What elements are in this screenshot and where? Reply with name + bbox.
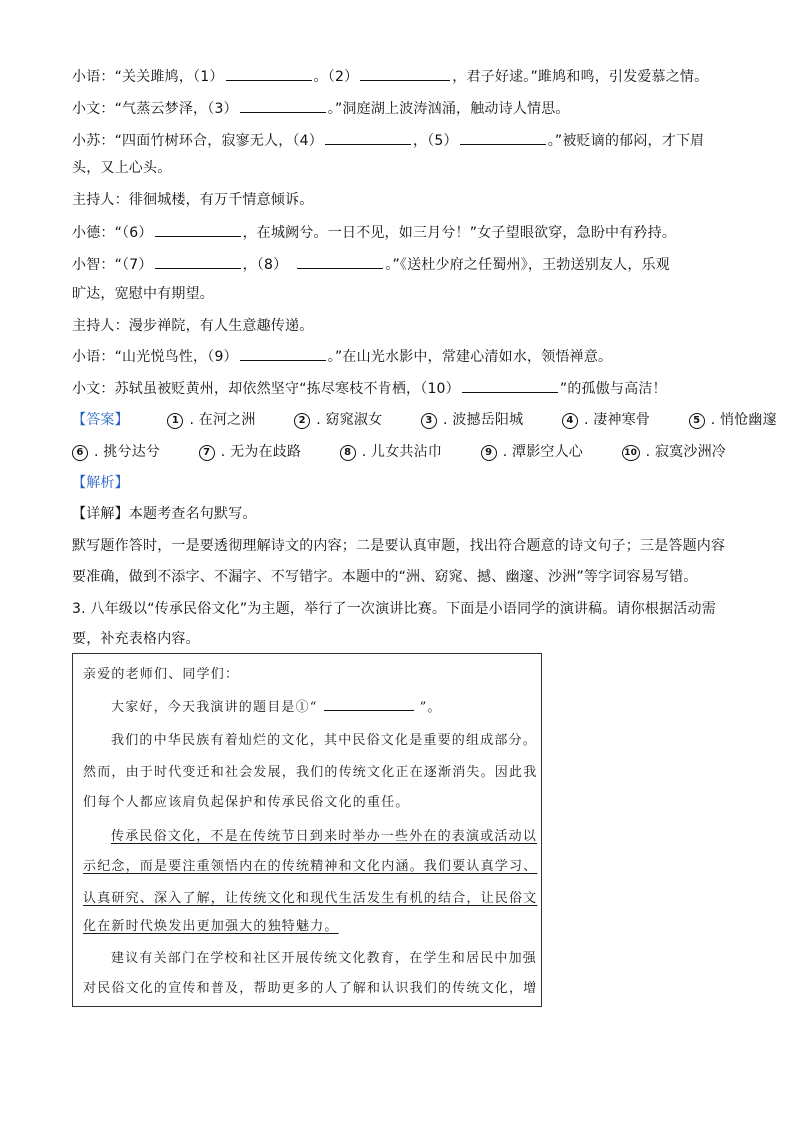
- text: 旷达，宽慰中有期望。: [72, 286, 214, 302]
- poem-line-1: [72, 66, 708, 87]
- detail-text: 本题考查名句默写。: [128, 506, 257, 522]
- answer-text: . 儿女共沾巾: [361, 444, 443, 460]
- speech-p2-line-1: 传承民俗文化，不是在传统节日到来时举办一些外在的表演或活动以: [111, 829, 538, 844]
- answer-text: . 在河之洲: [189, 412, 256, 428]
- poem-line-3: [72, 130, 704, 151]
- answer-text: . 窈窕淑女: [316, 412, 383, 428]
- blank-6[interactable]: [155, 222, 241, 237]
- text: 。”《送杜少府之任蜀州》，王勃送别友人，乐观: [385, 257, 670, 273]
- speech-p3-line-1: 建议有关部门在学校和社区开展传统文化教育，在学生和居民中加强: [111, 951, 538, 966]
- poem-line-6: [72, 222, 676, 243]
- text: 大家好，今天我演讲的题目是①“: [111, 700, 318, 715]
- circled-number: 3: [421, 413, 437, 429]
- text: 默写题作答时，一是要透彻理解诗文的内容；二是要认真审题，找出符合题意的诗文句子；三是答题内容: [72, 538, 726, 554]
- answer-item: [689, 410, 777, 430]
- circled-number: 8: [340, 445, 356, 461]
- text: 3. 八年级以“传承民俗文化”为主题，举行了一次演讲比赛。下面是小语同学的演讲稿。请你根据活动需: [72, 601, 716, 617]
- question-3-line-1: [72, 599, 716, 619]
- blank-10[interactable]: [462, 378, 558, 393]
- text: 小语：“山光悦鸟性，（9）: [72, 349, 238, 365]
- host-line-1: [72, 190, 313, 210]
- host-line-2: [72, 316, 313, 336]
- answer-label: 【答案】: [72, 412, 129, 428]
- blank-1[interactable]: [226, 66, 312, 81]
- speech-p1-line-1: 我们的中华民族有着灿烂的文化，其中民俗文化是重要的组成部分。: [111, 733, 538, 748]
- answer-item: [340, 442, 442, 462]
- poem-line-4: [72, 158, 171, 178]
- answer-item: [167, 410, 255, 430]
- text: 小德：“（6）: [72, 225, 153, 241]
- text: 主持人：徘徊城楼，有万千情意倾诉。: [72, 192, 314, 208]
- text: 小苏：“四面竹树环合，寂寥无人，（4）: [72, 133, 323, 149]
- detail-label: 【详解】: [72, 506, 129, 522]
- circled-number: 2: [294, 413, 310, 429]
- text: 小文：“气蒸云梦泽，（3）: [72, 101, 238, 117]
- speech-p1-line-2: 然而，由于时代变迁和社会发展，我们的传统文化正在逐渐消失。因此我: [83, 765, 538, 780]
- text: 。”被贬谪的郁闷，才下眉: [547, 133, 705, 149]
- blank-9[interactable]: [240, 346, 326, 361]
- analysis-label-line: [72, 473, 129, 493]
- answer-text: . 寂寞沙洲冷: [645, 444, 726, 460]
- answer-row-2: [72, 442, 726, 462]
- speech-p2-line-2: 示纪念，而是要注重领悟内在的传统精神和文化内涵。我们要认真学习、: [83, 859, 538, 874]
- circled-number: 7: [199, 445, 215, 461]
- text: ，君子好逑。”雎鸠和鸣，引发爱慕之情。: [452, 69, 709, 85]
- answer-item: [622, 442, 726, 462]
- blank-4[interactable]: [325, 130, 411, 145]
- title-blank[interactable]: [324, 698, 414, 711]
- circled-number: 10: [622, 445, 640, 461]
- answer-item: [421, 410, 523, 430]
- text: 主持人：漫步禅院，有人生意趣传递。: [72, 318, 314, 334]
- analysis-paragraph-line-2: [72, 567, 698, 587]
- answer-item: [199, 442, 301, 462]
- text: 小语：“关关雎鸠，（1）: [72, 69, 224, 85]
- circled-number: 4: [562, 413, 578, 429]
- speech-greeting: 亲爱的老师们、同学们：: [83, 667, 240, 682]
- speech-p2-line-3: 认真研究、深入了解，让传统文化和现代生活发生有机的结合，让民俗文: [83, 891, 538, 906]
- text: 要，补充表格内容。: [72, 631, 200, 647]
- circled-number: 5: [689, 413, 705, 429]
- blank-8[interactable]: [297, 254, 383, 269]
- text: 小智：“（7）: [72, 257, 153, 273]
- text: 要准确，做到不添字、不漏字、不写错字。本题中的“洲、窈窕、撼、幽邃、沙洲”等字词容易写错。: [72, 569, 698, 585]
- answer-row-1: [72, 410, 777, 430]
- blank-5[interactable]: [460, 130, 546, 145]
- answer-text: . 凄神寒骨: [583, 412, 651, 428]
- poem-line-8: [72, 284, 214, 304]
- answer-item: [562, 410, 650, 430]
- speech-intro: [111, 698, 442, 717]
- poem-line-11: [72, 378, 667, 399]
- detail-line: [72, 504, 257, 524]
- answer-item: [294, 410, 382, 430]
- text: 小文：苏轼虽被贬黄州，却依然坚守“拣尽寒枝不肯栖，（10）: [72, 381, 460, 397]
- poem-line-2: [72, 98, 570, 119]
- answer-item: [481, 442, 583, 462]
- circled-number: 9: [481, 445, 497, 461]
- text: ”。: [419, 700, 442, 715]
- answer-text: . 无为在歧路: [220, 444, 302, 460]
- analysis-paragraph-line-1: [72, 536, 725, 556]
- text: 。”洞庭湖上波涛汹涌，触动诗人情思。: [327, 101, 570, 117]
- poem-line-10: [72, 346, 612, 367]
- poem-line-7: [72, 254, 670, 275]
- blank-3[interactable]: [240, 98, 326, 113]
- analysis-label: 【解析】: [72, 475, 129, 491]
- question-3-line-2: [72, 629, 200, 649]
- answer-text: . 潭影空人心: [502, 444, 584, 460]
- speech-p1-line-3: 们每个人都应该肩负起保护和传承民俗文化的重任。: [83, 795, 410, 810]
- blank-2[interactable]: [360, 66, 450, 81]
- answer-item: [72, 442, 160, 462]
- blank-7[interactable]: [155, 254, 241, 269]
- text: 。”在山光水影中，常建心清如水，领悟禅意。: [327, 349, 613, 365]
- text: 。（2）: [313, 69, 359, 85]
- text: ，在城阙兮。一日不见，如三月兮！”女子望眼欲穿，急盼中有矜持。: [242, 225, 677, 241]
- text: ，（8）: [242, 257, 288, 273]
- speech-p2-line-4: 化在新时代焕发出更加强大的独特魅力。: [83, 919, 339, 934]
- answer-text: . 悄怆幽邃: [710, 412, 777, 428]
- circled-number: 6: [72, 445, 88, 461]
- answer-text: . 挑兮达兮: [94, 444, 161, 460]
- speech-p3-line-2: 对民俗文化的宣传和普及，帮助更多的人了解和认识我们的传统文化，增: [83, 981, 538, 996]
- circled-number: 1: [167, 413, 183, 429]
- text: ”的孤傲与高洁！: [559, 381, 667, 397]
- answer-text: . 波撼岳阳城: [443, 412, 524, 428]
- text: ，（5）: [412, 133, 458, 149]
- text: 头，又上心头。: [72, 160, 172, 176]
- handwritten-speech-box: [72, 653, 542, 1007]
